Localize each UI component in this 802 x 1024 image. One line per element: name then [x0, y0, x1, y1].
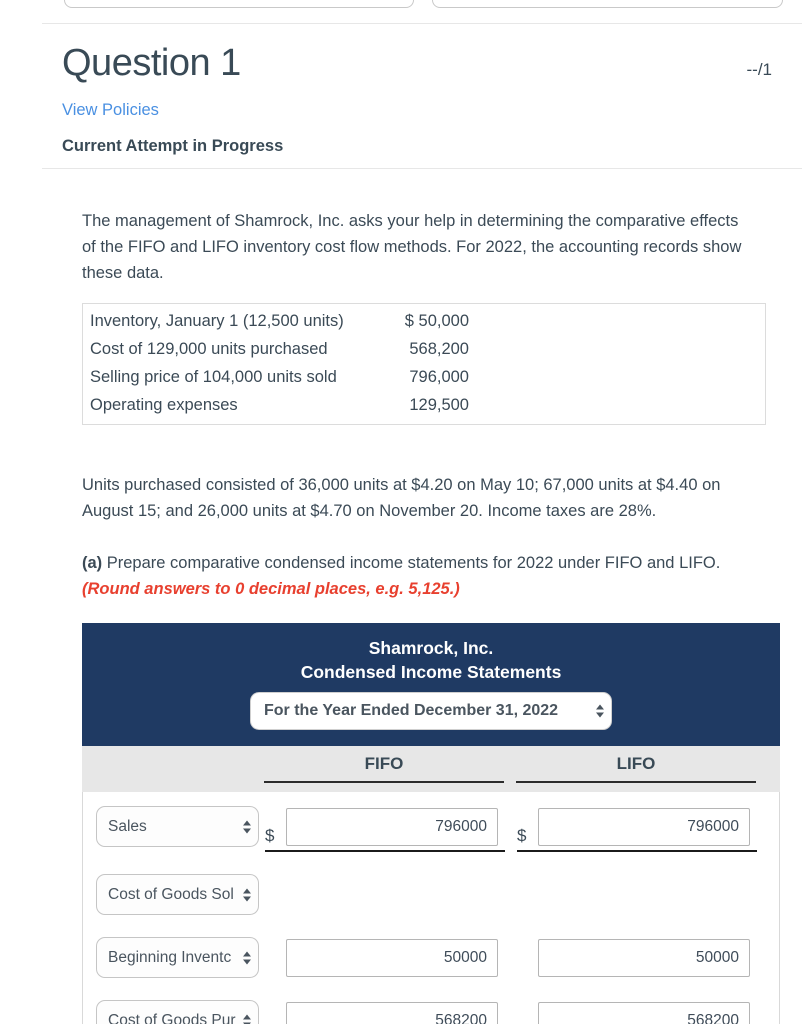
part-a-text: Prepare comparative condensed income statements for 2022 under FIFO and LIFO.: [102, 554, 721, 572]
lifo-goods-purchased-input[interactable]: [538, 1002, 750, 1024]
account-select-beginning-inventory[interactable]: [96, 937, 259, 978]
rounding-note: (Round answers to 0 decimal places, e.g. 5,125.): [82, 580, 460, 598]
account-select-value: Cost of Goods Pur: [108, 1012, 236, 1024]
statement-row-goods-purchased: [96, 1000, 779, 1024]
dollar-sign: $: [517, 826, 527, 845]
data-value: 129,500: [409, 396, 469, 414]
part-a-label: (a): [82, 554, 103, 572]
statement-title: Condensed Income Statements: [300, 662, 562, 682]
statement-row-beginning-inventory: [96, 937, 779, 978]
data-label: Cost of 129,000 units purchased: [90, 340, 328, 358]
select-spinner-icon: [243, 951, 251, 964]
lifo-beginning-inventory-input[interactable]: [538, 939, 750, 977]
lifo-sales-cell: [517, 808, 757, 852]
account-select-value: Cost of Goods Sol: [108, 886, 234, 903]
income-statement-widget: [82, 623, 780, 1024]
current-attempt-heading: Current Attempt in Progress: [62, 137, 284, 155]
fifo-beginning-inventory-cell: [265, 939, 505, 977]
select-spinner-icon: [243, 820, 251, 833]
view-policies-link[interactable]: View Policies: [62, 101, 159, 119]
statement-header: [82, 623, 780, 746]
lifo-sales-input[interactable]: [538, 808, 750, 846]
data-label: Selling price of 104,000 units sold: [90, 368, 337, 386]
table-row: [83, 391, 765, 419]
account-select-value: Sales: [108, 818, 147, 835]
fifo-sales-cell: [265, 808, 505, 852]
fifo-column-header: FIFO: [264, 754, 504, 783]
account-select-sales[interactable]: [96, 806, 259, 847]
statement-row-cogs: [96, 874, 779, 915]
fifo-beginning-inventory-input[interactable]: [286, 939, 498, 977]
table-row: [83, 363, 765, 391]
given-data-table: [82, 303, 766, 425]
problem-intro: The management of Shamrock, Inc. asks your help in determining the comparative effects of the FIFO and LIFO inventory cost flow methods. For 2022, the accounting records show these data.: [82, 212, 742, 282]
data-label: Operating expenses: [90, 396, 238, 414]
data-value: $ 50,000: [404, 312, 469, 330]
lifo-beginning-inventory-cell: [517, 939, 757, 977]
lifo-column-header: LIFO: [516, 754, 756, 783]
page-title: Question 1: [62, 42, 241, 84]
fifo-goods-purchased-input[interactable]: [286, 1002, 498, 1024]
select-spinner-icon: [243, 1014, 251, 1024]
account-select-cogs[interactable]: [96, 874, 259, 915]
account-select-value: Beginning Inventc: [108, 949, 232, 966]
dollar-sign: $: [265, 826, 275, 845]
select-spinner-icon: [596, 705, 604, 718]
table-row: [83, 335, 765, 363]
lifo-goods-purchased-cell: [517, 1002, 757, 1024]
table-row: [83, 307, 765, 335]
fifo-sales-input[interactable]: [286, 808, 498, 846]
account-select-goods-purchased[interactable]: [96, 1000, 259, 1024]
part-a-instruction: [82, 550, 762, 602]
period-select[interactable]: [250, 692, 612, 730]
company-name: Shamrock, Inc.: [368, 638, 494, 658]
data-value: 568,200: [409, 340, 469, 358]
data-value: 796,000: [409, 368, 469, 386]
fifo-goods-purchased-cell: [265, 1002, 505, 1024]
select-spinner-icon: [243, 888, 251, 901]
statement-row-sales: [96, 806, 779, 852]
data-label: Inventory, January 1 (12,500 units): [90, 312, 344, 330]
score-badge: --/1: [746, 60, 772, 79]
column-header-row: [82, 746, 780, 792]
period-select-value: For the Year Ended December 31, 2022: [264, 702, 559, 719]
statement-body: [82, 792, 780, 1024]
problem-details: Units purchased consisted of 36,000 units at $4.20 on May 10; 67,000 units at $4.40 on August 15; and 26,000 units at $4.70 on November 20. Income taxes are 28%.: [82, 476, 721, 520]
